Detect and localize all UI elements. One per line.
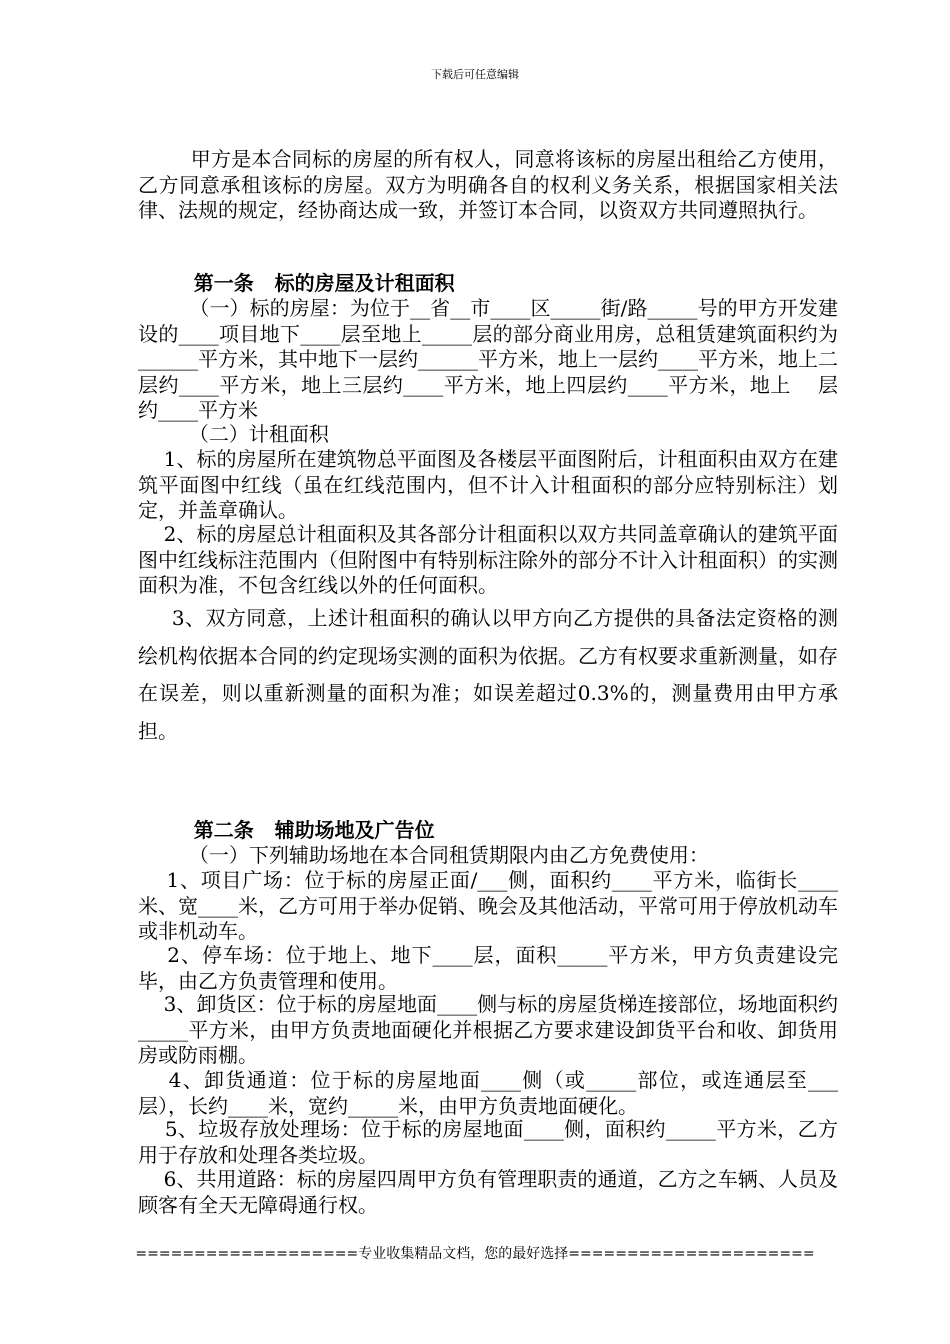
article-1-paragraph-3: 3、双方同意，上述计租面积的确认以甲方向乙方提供的具备法定资格的测绘机构依据本合同的约定现场实测的面积为依据。乙方有权要求重新测量，如存在误差，则以重新测量的面积为准；如误差超过0.3%的，测量费用由甲方承担。 xyxy=(138,606,838,743)
page-header: 下载后可任意编辑 xyxy=(431,68,519,81)
article-2-item-1: （一）下列辅助场地在本合同租赁期限内由乙方免费使用： xyxy=(138,843,709,867)
article-2-paragraph-6: 6、共用道路：标的房屋四周甲方负有管理职责的通道，乙方之车辆、人员及顾客有全天无障碍通行权。 xyxy=(138,1167,838,1217)
article-2-paragraph-5: 5、垃圾存放处理场：位于标的房屋地面____侧，面积约_____平方米，乙方用于存放和处理各类垃圾。 xyxy=(138,1117,838,1167)
article-2-heading: 第二条 辅助场地及广告位 xyxy=(138,818,435,842)
article-2-paragraph-2: 2、停车场：位于地上、地下____层，面积_____平方米，甲方负责建设完毕，由乙方负责管理和使用。 xyxy=(138,943,838,993)
article-1-paragraph-2: 2、标的房屋总计租面积及其各部分计租面积以双方共同盖章确认的建筑平面图中红线标注范围内（但附图中有特别标注除外的部分不计入计租面积）的实测面积为准，不包含红线以外的任何面积。 xyxy=(138,522,838,597)
article-1-item-1: （一）标的房屋：为位于__省__市____区_____街/路_____号的甲方开发建设的____项目地下____层至地上_____层的部分商业用房，总租赁建筑面积约为______平方米，其中地下一层约______平方米，地上一层约____平方米，地上二层约____平方米，地上三层约____平方米，地上四层约____平方米，地上 层约____平方米 xyxy=(138,296,838,422)
article-2-paragraph-1: 1、项目广场：位于标的房屋正面/___侧，面积约____平方米，临街长____米、宽____米，乙方可用于举办促销、晚会及其他活动，平常可用于停放机动车或非机动车。 xyxy=(138,868,838,943)
article-1-item-2: （二）计租面积 xyxy=(138,422,329,446)
article-2-paragraph-4: 4、卸货通道：位于标的房屋地面____侧（或_____部位，或连通层至___层），长约____米，宽约_____米，由甲方负责地面硬化。 xyxy=(138,1068,838,1118)
page-footer: ===================专业收集精品文档，您的最好选择===================== xyxy=(135,1246,815,1262)
article-1-paragraph-1: 1、标的房屋所在建筑物总平面图及各楼层平面图附后，计租面积由双方在建筑平面图中红线（虽在红线范围内，但不计入计租面积的部分应特别标注）划定，并盖章确认。 xyxy=(138,447,838,522)
article-2-paragraph-3: 3、卸货区：位于标的房屋地面____侧与标的房屋货梯连接部位，场地面积约_____平方米，由甲方负责地面硬化并根据乙方要求建设卸货平台和收、卸货用房或防雨棚。 xyxy=(138,992,838,1067)
article-1-heading: 第一条 标的房屋及计租面积 xyxy=(138,271,455,295)
intro-paragraph: 甲方是本合同标的房屋的所有权人，同意将该标的房屋出租给乙方使用，乙方同意承租该标的房屋。双方为明确各自的权利义务关系，根据国家相关法律、法规的规定，经协商达成一致，并签订本合同，以资双方共同遵照执行。 xyxy=(138,147,838,222)
